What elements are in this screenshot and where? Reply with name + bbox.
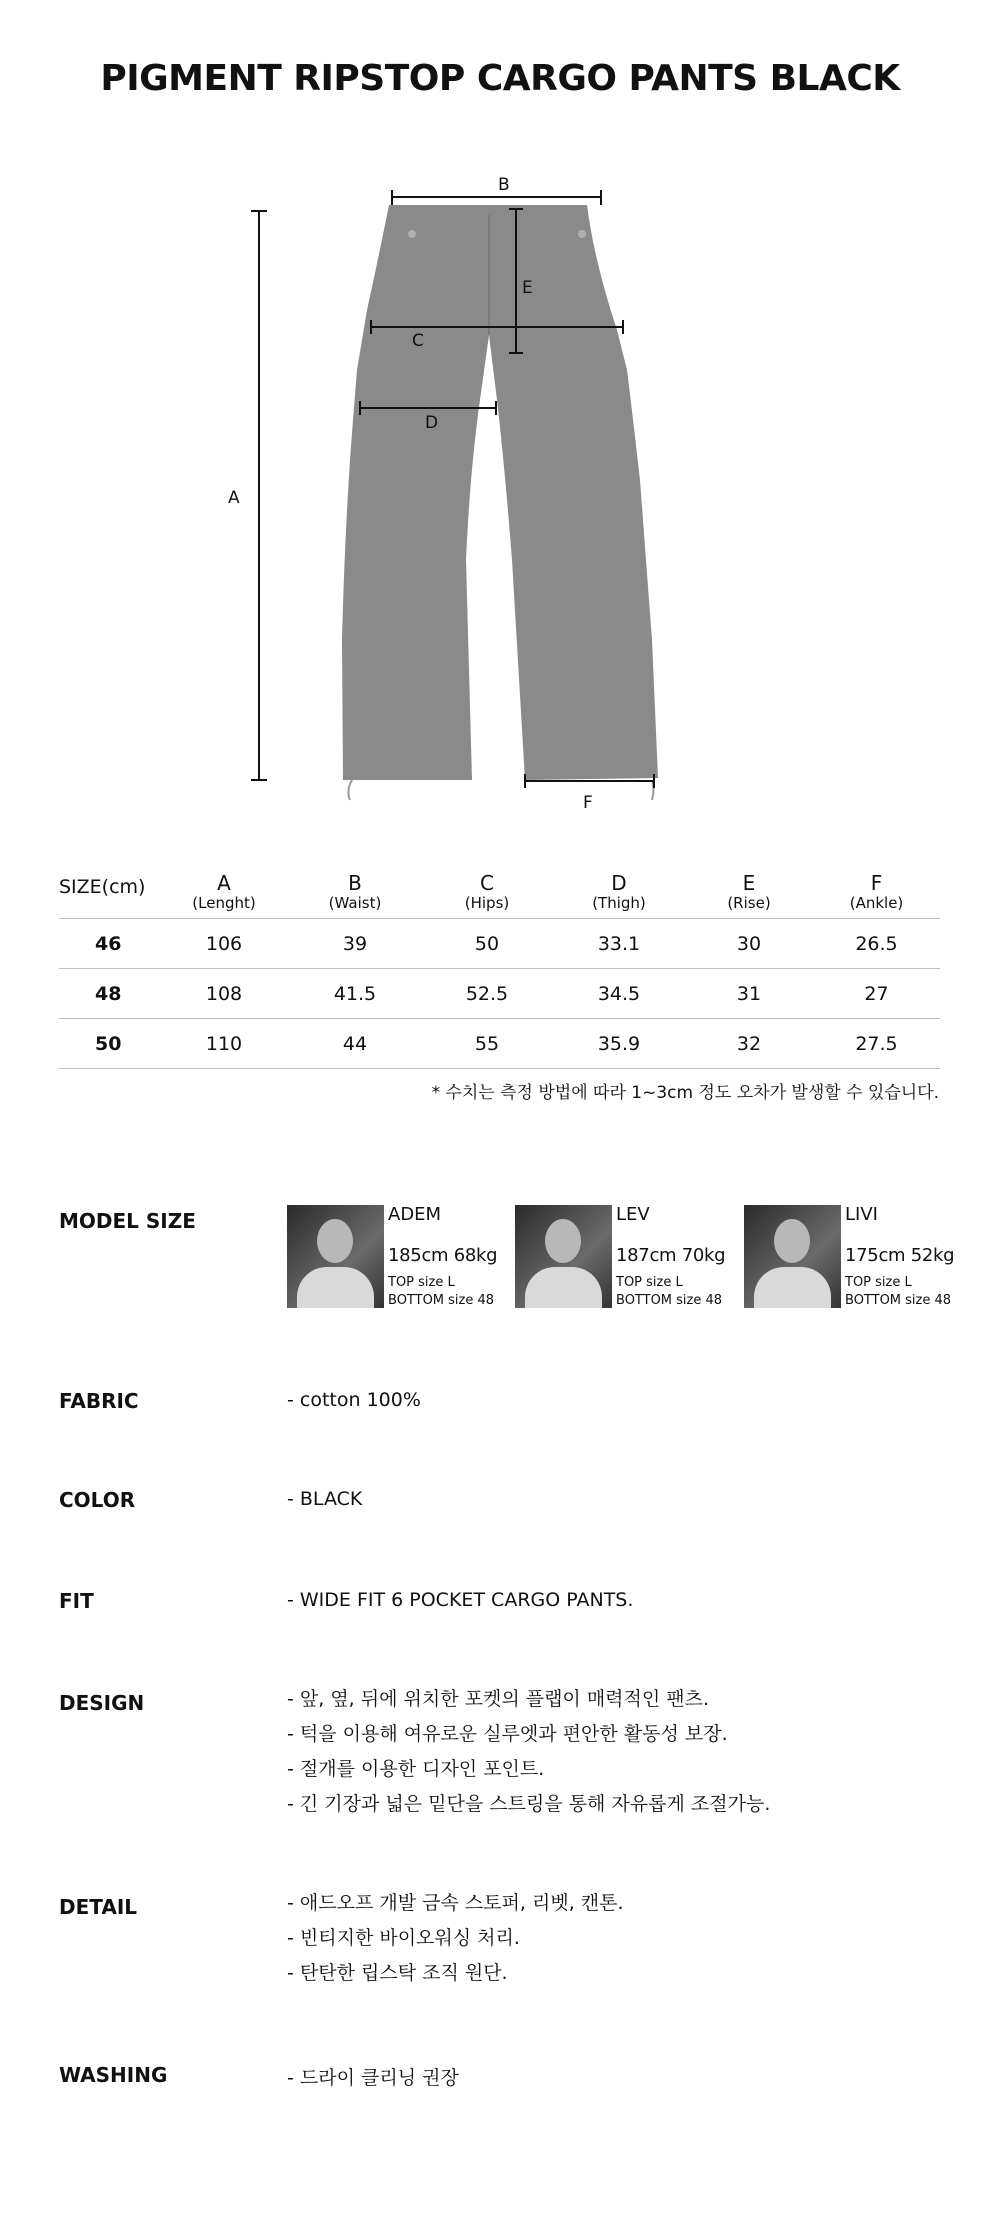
model-photo [744, 1205, 841, 1308]
column-header-f [813, 872, 940, 919]
fabric-value: - cotton 100% [287, 1389, 421, 1411]
table-cell: 39 [289, 919, 421, 969]
model-card-adem [287, 1205, 527, 1315]
column-header-d [553, 872, 685, 919]
fit-value: - WIDE FIT 6 POCKET CARGO PANTS. [287, 1589, 634, 1611]
measure-label-f: F [583, 793, 593, 813]
table-cell: 34.5 [553, 969, 685, 1019]
drawstring-left [348, 780, 352, 800]
column-header-c [421, 872, 553, 919]
table-cell: 31 [685, 969, 813, 1019]
fit-label: FIT [59, 1589, 94, 1613]
column-header-a [159, 872, 289, 919]
measure-label-a: A [228, 488, 240, 508]
size-cell: 46 [59, 919, 159, 969]
model-height-weight: 185cm 68kg [388, 1245, 498, 1266]
table-row [59, 969, 940, 1019]
table-cell: 44 [289, 1019, 421, 1069]
column-subtitle: (Ankle) [849, 894, 904, 912]
model-name: ADEM [388, 1204, 442, 1225]
detail-line: - 탄탄한 립스탁 조직 원단. [287, 1962, 508, 1984]
washing-value: - 드라이 클리닝 권장 [287, 2067, 459, 2089]
rivet-right [578, 230, 586, 238]
table-cell: 55 [421, 1019, 553, 1069]
size-cell: 48 [59, 969, 159, 1019]
measurement-note: * 수치는 측정 방법에 따라 1~3cm 정도 오차가 발생할 수 있습니다. [431, 1083, 939, 1103]
table-cell: 32 [685, 1019, 813, 1069]
column-header-e [685, 872, 813, 919]
table-cell: 27 [813, 969, 940, 1019]
size-table [59, 872, 940, 1069]
model-photo [287, 1205, 384, 1308]
table-row [59, 1019, 940, 1069]
column-letter: B [348, 871, 362, 895]
column-letter: A [217, 871, 231, 895]
model-top-size: TOP size L [388, 1275, 455, 1290]
size-table-header [59, 872, 940, 919]
column-letter: F [870, 871, 883, 895]
table-cell: 41.5 [289, 969, 421, 1019]
measure-label-d: D [425, 413, 439, 433]
model-size-label: MODEL SIZE [59, 1209, 196, 1233]
measure-label-b: B [498, 175, 510, 195]
model-height-weight: 187cm 70kg [616, 1245, 726, 1266]
model-bottom-size: BOTTOM size 48 [388, 1293, 495, 1308]
table-row [59, 919, 940, 969]
design-line: - 긴 기장과 넓은 밑단을 스트링을 통해 자유롭게 조절가능. [287, 1793, 771, 1815]
measure-label-e: E [522, 278, 533, 298]
design-list [287, 1682, 770, 1822]
column-letter: C [480, 871, 494, 895]
model-top-size: TOP size L [616, 1275, 683, 1290]
pants-illustration [342, 205, 658, 780]
table-cell: 106 [159, 919, 289, 969]
table-cell: 30 [685, 919, 813, 969]
design-label: DESIGN [59, 1691, 145, 1715]
design-line: - 턱을 이용해 여유로운 실루엣과 편안한 활동성 보장. [287, 1723, 728, 1745]
size-header-label: SIZE(cm) [59, 876, 146, 899]
model-bottom-size: BOTTOM size 48 [845, 1293, 952, 1308]
model-card-livi [744, 1205, 984, 1315]
detail-label: DETAIL [59, 1895, 138, 1919]
table-cell: 27.5 [813, 1019, 940, 1069]
product-title: PIGMENT RIPSTOP CARGO PANTS BLACK [100, 58, 900, 99]
model-photo [515, 1205, 612, 1308]
table-cell: 108 [159, 969, 289, 1019]
table-cell: 26.5 [813, 919, 940, 969]
column-subtitle: (Waist) [328, 894, 382, 912]
detail-line: - 빈티지한 바이오워싱 처리. [287, 1927, 520, 1949]
detail-list [287, 1886, 624, 1991]
model-card-lev [515, 1205, 755, 1315]
measure-line-a [251, 211, 267, 780]
model-bottom-size: BOTTOM size 48 [616, 1293, 723, 1308]
measure-label-c: C [412, 331, 424, 351]
model-height-weight: 175cm 52kg [845, 1245, 955, 1266]
design-line: - 앞, 옆, 뒤에 위치한 포켓의 플랩이 매력적인 팬츠. [287, 1688, 710, 1710]
design-line: - 절개를 이용한 디자인 포인트. [287, 1758, 545, 1780]
table-cell: 110 [159, 1019, 289, 1069]
color-value: - BLACK [287, 1488, 363, 1510]
table-cell: 50 [421, 919, 553, 969]
model-name: LEV [616, 1204, 650, 1225]
size-cell: 50 [59, 1019, 159, 1069]
size-diagram [0, 160, 1000, 820]
column-subtitle: (Rise) [727, 894, 771, 912]
detail-line: - 애드오프 개발 금속 스토퍼, 리벳, 캔톤. [287, 1892, 624, 1914]
column-letter: E [742, 871, 756, 895]
table-cell: 35.9 [553, 1019, 685, 1069]
column-letter: D [611, 871, 627, 895]
fabric-label: FABRIC [59, 1389, 139, 1413]
model-top-size: TOP size L [845, 1275, 912, 1290]
measure-line-b [392, 190, 601, 205]
column-header-b [289, 872, 421, 919]
table-cell: 33.1 [553, 919, 685, 969]
model-name: LIVI [845, 1204, 878, 1225]
color-label: COLOR [59, 1488, 136, 1512]
column-subtitle: (Thigh) [592, 894, 646, 912]
washing-label: WASHING [59, 2063, 168, 2087]
column-subtitle: (Lenght) [192, 894, 256, 912]
column-subtitle: (Hips) [464, 894, 510, 912]
rivet-left [408, 230, 416, 238]
table-cell: 52.5 [421, 969, 553, 1019]
